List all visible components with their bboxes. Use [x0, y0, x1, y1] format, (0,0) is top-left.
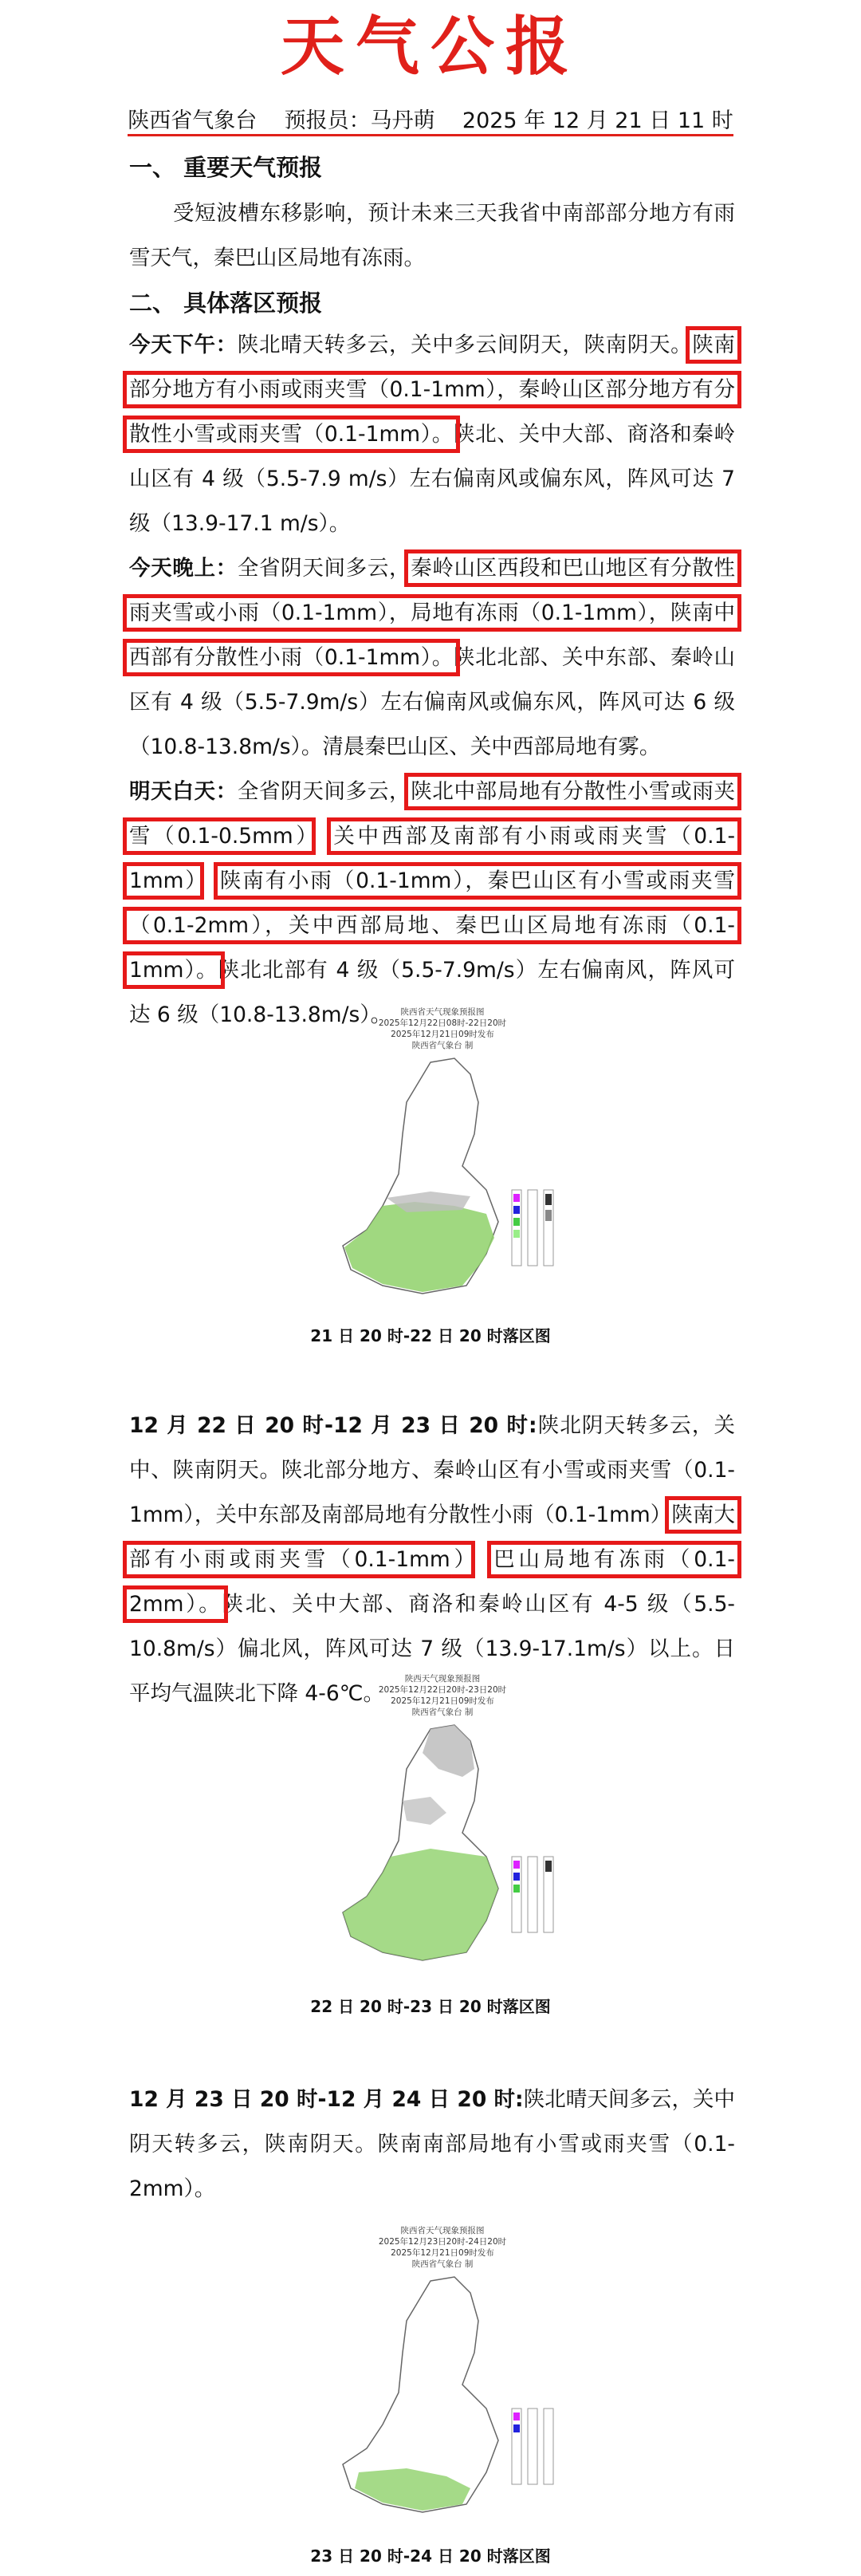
legend-swatch: [545, 1861, 552, 1872]
period-label: 今天晚上：: [129, 556, 238, 581]
shaanxi-precip-map-2: [311, 1721, 574, 1976]
map-title-line: 2025年12月22日08时-22日20时: [378, 1018, 507, 1028]
legend-swatch: [513, 1885, 520, 1893]
forecast-text: 全省阴天间多云，: [237, 556, 411, 581]
important-forecast-text: 受短波槽东移影响，预计未来三天我省中南部部分地方有雨雪天气，秦巴山区局地有冻雨。: [129, 201, 735, 270]
forecast-text: 陕北北部、关中东部、秦岭山区有 4 级（5.5-7.9m/s）左右偏南风或偏东风，阵风可达 6 级（10.8-13.8m/s）。清晨秦巴山区、关中西部局地有雾。: [129, 645, 735, 759]
forecast-map-1: [311, 1006, 574, 1310]
highlighted-precipitation: 陕南部分地方有小雨或雨夹雪（0.1-1mm），秦岭山区部分地方有分散性小雪或雨夹雪（0.1-1mm）。: [129, 333, 736, 447]
shaanxi-precip-map-3: [311, 2273, 574, 2528]
map-title-line: 2025年12月22日20时-23日20时: [378, 1685, 507, 1695]
forecast-map-2: [311, 1673, 574, 1976]
forecast-text: 陕北晴天转多云，关中多云间阴天，陕南阴天。: [237, 333, 693, 357]
legend-box: [528, 2409, 537, 2484]
forecast-this-afternoon: [129, 323, 735, 546]
map-caption-2: 22 日 20 时-23 日 20 时落区图: [310, 1997, 551, 2016]
rain-area: [344, 1202, 494, 1292]
map-title-line: 2025年12月21日09时发布: [391, 1696, 494, 1706]
map-title-line: 陕西天气现象预报图: [404, 1674, 481, 1684]
highlighted-precipitation: 关中西部及南部有小雨或雨夹雪（0.1-1mm）: [129, 824, 736, 893]
map-caption-1: 21 日 20 时-22 日 20 时落区图: [310, 1326, 551, 1345]
map-title-line: 陕西省天气现象预报图: [400, 2226, 485, 2235]
map-title-line: 陕西省气象台 制: [411, 1041, 474, 1050]
map-title-line: 2025年12月21日09时发布: [391, 2248, 494, 2258]
forecast-text: 陕北、关中大部、商洛和秦岭山区有 4 级（5.5-7.9 m/s）左右偏南风或偏东风，阵风可达 7 级（13.9-17.1 m/s）。: [129, 422, 735, 536]
forecast-dec23-dec24: [129, 2078, 735, 2212]
forecast-tomorrow-daytime: [129, 770, 735, 1038]
map-title-line: 陕西省气象台 制: [411, 1707, 474, 1717]
highlighted-precipitation: 陕北中部局地有分散性小雪或雨夹雪（0.1-0.5mm）: [129, 779, 736, 849]
legend-swatch: [513, 1861, 520, 1869]
forecast-text: 全省阴天间多云，: [237, 779, 411, 804]
map-title-line: 陕西省气象台 制: [411, 2259, 474, 2269]
legend-swatch: [513, 1218, 520, 1226]
legend-swatch: [513, 2424, 520, 2432]
legend-box: [528, 1857, 537, 1932]
legend-swatch: [513, 1206, 520, 1214]
forecast-text: 陕北阴天转多云，关中、陕南阴天。陕北部分地方、秦岭山区有小雪或雨夹雪（0.1-1mm），关中东部及南部局地有分散性小雨（0.1-1mm）: [129, 1413, 735, 1527]
period-label: 今天下午：: [129, 333, 238, 357]
legend-swatch: [513, 1873, 520, 1881]
legend-swatch: [513, 1194, 520, 1202]
forecast-tonight: [129, 546, 735, 770]
map-title-line: 2025年12月21日09时发布: [391, 1030, 494, 1039]
forecast-text: 陕北、关中大部、商洛和秦岭山区有 4-5 级（5.5-10.8m/s）偏北风，阵风可达 7 级（13.9-17.1m/s）以上。日平均气温陕北下降 4-6℃。: [129, 1592, 735, 1706]
forecast-text: 陕北晴天间多云，关中阴天转多云，陕南阴天。陕南南部局地有小雪或雨夹雪（0.1-2mm）。: [129, 2087, 736, 2201]
legend-swatch: [513, 1230, 520, 1238]
legend-box: [528, 1190, 537, 1266]
forecast-dec22-dec23: [129, 1404, 735, 1716]
section-heading-important: 一、 重要天气预报: [129, 154, 323, 181]
section-heading-detailed: 二、 具体落区预报: [129, 290, 323, 317]
legend-swatch: [513, 2413, 520, 2420]
legend-swatch: [545, 1210, 552, 1221]
highlighted-precipitation: 巴山局地有冻雨（0.1-2mm）。: [129, 1547, 735, 1617]
highlighted-precipitation: 陕南有小雨（0.1-1mm），秦巴山区有小雪或雨夹雪（0.1-2mm），关中西部局地、秦巴山区局地有冻雨（0.1-1mm）。: [129, 869, 736, 983]
red-divider: [128, 134, 733, 136]
period-label: 12 月 23 日 20 时-12 月 24 日 20 时:: [129, 2087, 524, 2112]
rain-area: [343, 1849, 498, 1960]
byline: 陕西省气象台 预报员：马丹萌 2025 年 12 月 21 日 11 时: [128, 108, 733, 133]
masthead-title: 天气公报: [281, 9, 580, 84]
map-caption-3: 23 日 20 时-24 日 20 时落区图: [310, 2546, 551, 2566]
shaanxi-precip-map-1: [311, 1054, 574, 1310]
highlighted-precipitation: 陕南大部有小雨或雨夹雪（0.1-1mm）: [129, 1503, 735, 1572]
legend-swatch: [545, 1194, 552, 1205]
period-label: 明天白天：: [129, 779, 238, 804]
map-title-line: 2025年12月23日20时-24日20时: [378, 2237, 507, 2247]
period-label: 12 月 22 日 20 时-12 月 23 日 20 时:: [129, 1413, 537, 1438]
legend-box: [544, 2409, 553, 2484]
highlighted-precipitation: 秦岭山区西段和巴山地区有分散性雨夹雪或小雨（0.1-1mm），局地有冻雨（0.1-1mm），陕南中西部有分散性小雨（0.1-1mm）。: [129, 556, 736, 670]
forecast-map-3: [311, 2225, 574, 2528]
map-title-line: 陕西省天气现象预报图: [400, 1007, 485, 1017]
forecast-text: 陕北北部有 4 级（5.5-7.9m/s）左右偏南风，阵风可达 6 级（10.8-13.8m/s）。: [129, 958, 735, 1027]
